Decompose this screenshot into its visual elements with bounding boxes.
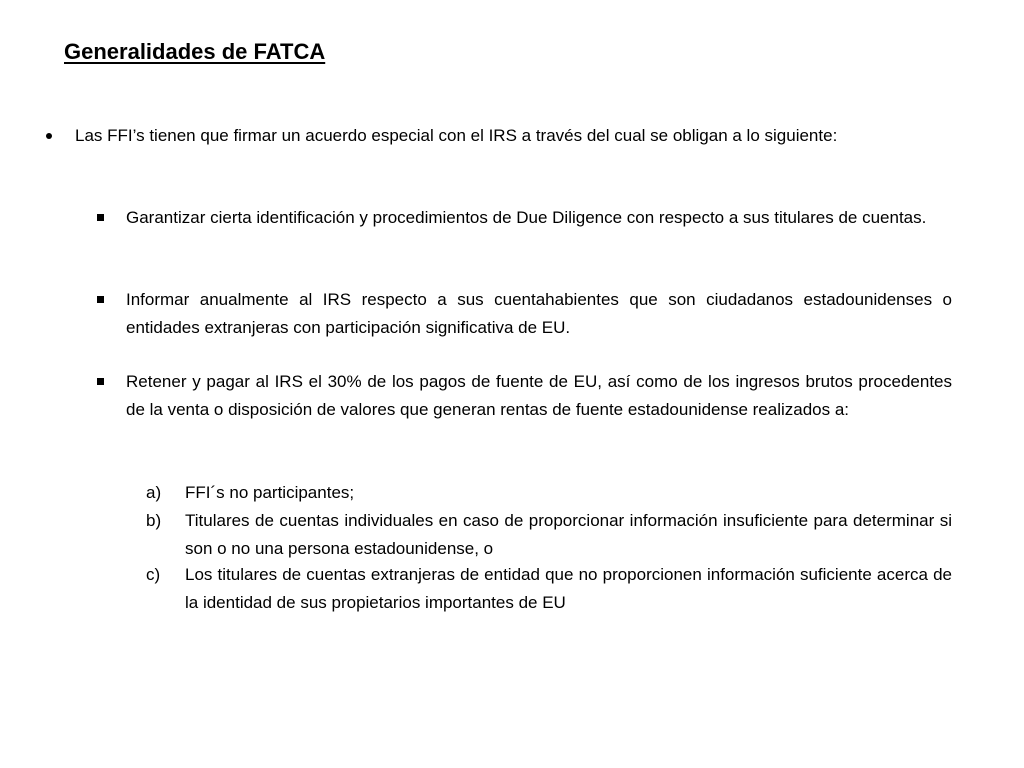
sub-item-a: FFI´s no participantes;: [185, 483, 355, 502]
intro-paragraph: Las FFI’s tienen que firmar un acuerdo especial con el IRS a través del cual se obligan a lo siguiente:: [75, 126, 838, 145]
obligation-item-3: Retener y pagar al IRS el 30% de los pagos de fuente de EU, así como de los ingresos brutos procedentes de la venta o disposición de valores que generan rentas de fuente estadounidense realizados a:: [126, 372, 952, 419]
obligation-item-2: Informar anualmente al IRS respecto a sus cuentahabientes que son ciudadanos estadounidenses o entidades extranjeras con participación significativa de EU.: [126, 290, 952, 337]
sub-item-marker: a): [146, 483, 162, 502]
square-bullet-icon: [97, 378, 104, 385]
bullet-dot-icon: [46, 133, 52, 139]
obligation-item-1: Garantizar cierta identificación y procedimientos de Due Diligence con respecto a sus titulares de cuentas.: [126, 208, 927, 227]
square-bullet-icon: [97, 214, 104, 221]
sub-item-marker: c): [146, 565, 161, 584]
sub-item-marker: b): [146, 511, 162, 530]
sub-item-b: Titulares de cuentas individuales en caso de proporcionar información insuficiente para determinar si son o no una persona estadounidense, o: [185, 511, 952, 558]
square-bullet-icon: [97, 296, 104, 303]
sub-item-c: Los titulares de cuentas extranjeras de entidad que no proporcionen información suficiente acerca de la identidad de sus propietarios importantes de EU: [185, 565, 952, 612]
slide-title: Generalidades de FATCA: [64, 39, 326, 64]
